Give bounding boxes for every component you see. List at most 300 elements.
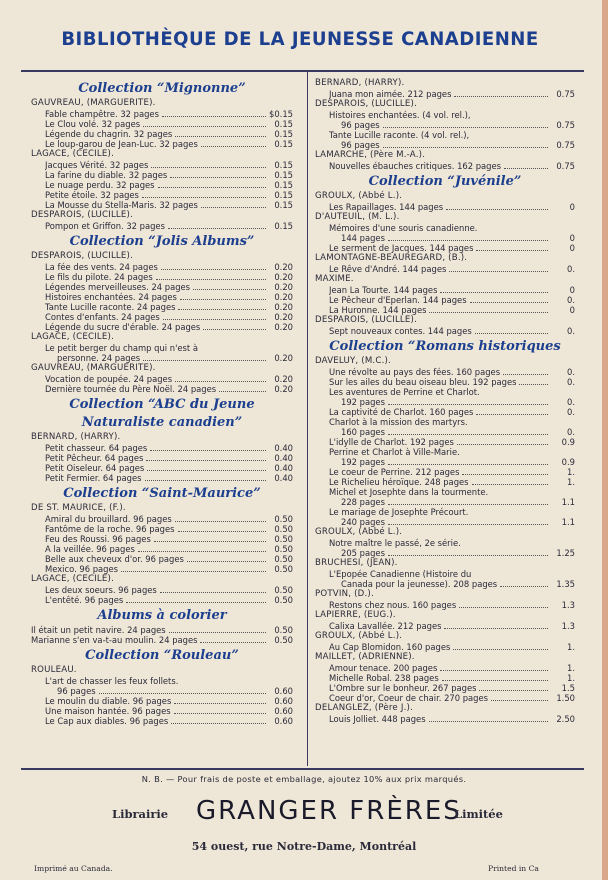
book-title: Vocation de poupée. 24 pages — [45, 374, 173, 384]
leader-dots — [476, 250, 548, 251]
book-price: 1.50 — [556, 693, 575, 703]
book-price: 1.3 — [561, 621, 575, 631]
author-name: GROULX, (Abbé L.). — [315, 191, 403, 201]
book-entry — [31, 443, 293, 453]
book-entry — [31, 564, 293, 574]
book-entry — [31, 119, 293, 129]
book-title: Le petit berger du champ qui n'est à — [45, 343, 198, 353]
collection-heading: Collection “Mignonne” — [78, 81, 246, 96]
column-divider — [307, 72, 308, 766]
book-title-line — [315, 387, 575, 397]
book-title-line — [315, 569, 575, 579]
book-title: Le Rêve d'André. 144 pages — [329, 264, 447, 274]
book-title: personne. 24 pages — [57, 353, 141, 363]
book-entry — [315, 683, 575, 693]
book-price: 1.1 — [561, 497, 575, 507]
book-title: L'entêté. 96 pages — [45, 595, 124, 605]
book-title: Fantôme de la roche. 96 pages — [45, 524, 175, 534]
author-name: LAGACE, (CECILE). — [31, 149, 115, 159]
book-entry — [315, 579, 575, 589]
book-title: La farine du diable. 32 pages — [45, 170, 168, 180]
book-entry — [31, 554, 293, 564]
leader-dots — [476, 414, 548, 415]
page-edge — [602, 0, 608, 880]
collection-heading: Collection “ABC du Jeune — [69, 397, 255, 412]
book-title: La Mousse du Stella-Maris. 32 pages — [45, 200, 198, 210]
leader-dots — [440, 670, 548, 671]
book-title: Le fils du pilote. 24 pages — [45, 272, 153, 282]
author-name: DELANGLEZ, (Père J.). — [315, 703, 413, 713]
leader-dots — [170, 177, 266, 178]
book-price: 1.5 — [561, 683, 575, 693]
leader-dots — [145, 480, 266, 481]
book-entry — [31, 129, 293, 139]
book-title: Le coeur de Perrine. 212 pages — [329, 467, 460, 477]
leader-dots — [178, 531, 267, 532]
book-price: 0.20 — [274, 384, 293, 394]
book-title: Petit Fermier. 64 pages — [45, 473, 142, 483]
page-title: BIBLIOTHÈQUE DE LA JEUNESSE CANADIENNE — [61, 28, 539, 50]
leader-dots — [143, 126, 266, 127]
book-title-line — [315, 447, 575, 457]
book-price: 0.20 — [274, 374, 293, 384]
leader-dots — [446, 209, 548, 210]
book-title: 144 pages — [341, 233, 385, 243]
book-price: 0.50 — [274, 554, 293, 564]
book-title: Les deux soeurs. 96 pages — [45, 585, 157, 595]
book-entry — [315, 457, 575, 467]
leader-dots — [171, 723, 266, 724]
leader-dots — [444, 628, 548, 629]
printed-in-canada-en: Printed in Ca — [488, 864, 539, 873]
printed-in-canada-fr: Imprimé au Canada. — [34, 864, 113, 873]
book-title: La Huronne. 144 pages — [329, 305, 427, 315]
leader-dots — [162, 116, 266, 117]
book-entry — [31, 292, 293, 302]
book-price: 0. — [567, 397, 575, 407]
book-entry — [315, 285, 575, 295]
book-price: 0.20 — [274, 353, 293, 363]
book-price: 0.60 — [274, 686, 293, 696]
book-title: 192 pages — [341, 397, 385, 407]
collection-heading: Naturaliste canadien” — [81, 415, 243, 430]
book-entry — [31, 453, 293, 463]
author-name: MAILLET, (ADRIENNE). — [315, 652, 415, 662]
book-entry — [31, 221, 293, 231]
shop-label-right: Limitée — [454, 807, 503, 821]
book-entry — [31, 180, 293, 190]
book-title-line — [31, 676, 293, 686]
book-price: 0 — [569, 285, 575, 295]
book-title: 205 pages — [341, 548, 385, 558]
book-price: 0.40 — [274, 463, 293, 473]
book-title: Jacques Vérité. 32 pages — [45, 160, 149, 170]
book-price: 0 — [569, 233, 575, 243]
leader-dots — [457, 444, 548, 445]
book-price: 0.50 — [274, 514, 293, 524]
leader-dots — [440, 292, 548, 293]
book-price: 0.50 — [274, 625, 293, 635]
leader-dots — [383, 147, 548, 148]
book-title: A la veillée. 96 pages — [45, 544, 135, 554]
publisher-logo: GRANGER FRÈRES — [196, 796, 462, 826]
book-title: Le nuage perdu. 32 pages — [45, 180, 155, 190]
leader-dots — [150, 450, 266, 451]
book-price: 0.60 — [274, 716, 293, 726]
book-price: 0 — [569, 243, 575, 253]
book-price: 0.20 — [274, 292, 293, 302]
book-title: Le moulin du diable. 96 pages — [45, 696, 172, 706]
book-entry — [315, 714, 575, 724]
author-name: GROULX, (Abbé L.). — [315, 631, 403, 641]
book-entry — [315, 477, 575, 487]
shipping-note: N. B. — Pour frais de poste et emballage, ajoutez 10% aux prix marqués. — [141, 774, 467, 784]
book-entry — [315, 202, 575, 212]
leader-dots — [163, 319, 266, 320]
book-entry — [315, 467, 575, 477]
author-name: BERNARD, (HARRY). — [31, 432, 121, 442]
book-title: 240 pages — [341, 517, 385, 527]
book-price: 0.20 — [274, 312, 293, 322]
leader-dots — [161, 269, 266, 270]
book-title-line — [315, 223, 575, 233]
book-entry — [315, 427, 575, 437]
collection-heading: Collection “Romans historiques — [329, 339, 561, 354]
leader-dots — [169, 632, 266, 633]
book-title: Légendes merveilleuses. 24 pages — [45, 282, 191, 292]
publisher-banner — [0, 796, 608, 830]
book-title: L'idylle de Charlot. 192 pages — [329, 437, 454, 447]
leader-dots — [138, 551, 266, 552]
author-name: D'AUTEUIL, (M. L.). — [315, 212, 400, 222]
shop-label-left: Librairie — [112, 807, 169, 821]
book-entry — [315, 397, 575, 407]
leader-dots — [201, 207, 266, 208]
leader-dots — [180, 299, 266, 300]
leader-dots — [158, 187, 266, 188]
leader-dots — [388, 555, 548, 556]
book-title: L'Ombre sur le bonheur. 267 pages — [329, 683, 477, 693]
book-entry — [31, 353, 293, 363]
book-price: 0. — [567, 326, 575, 336]
author-name: GAUVREAU, (MARGUERITE). — [31, 363, 156, 373]
author-name: LAPIERRE, (EUG.). — [315, 610, 396, 620]
book-title: Les aventures de Perrine et Charlot. — [329, 387, 480, 397]
book-entry — [31, 635, 293, 645]
leader-dots — [175, 381, 266, 382]
book-price: 0.75 — [556, 89, 575, 99]
book-entry — [31, 282, 293, 292]
book-price: 0.50 — [274, 544, 293, 554]
book-price: 0.15 — [274, 180, 293, 190]
book-entry — [31, 160, 293, 170]
collection-heading: Collection “Rouleau” — [85, 648, 239, 663]
leader-dots — [175, 521, 266, 522]
leader-dots — [491, 700, 548, 701]
collection-heading: Collection “Jolis Albums” — [69, 234, 255, 249]
book-title: L'Epopée Canadienne (Histoire du — [329, 569, 472, 579]
book-title: Fable champêtre. 32 pages — [45, 109, 159, 119]
book-entry — [31, 534, 293, 544]
book-entry — [315, 663, 575, 673]
book-title: Amour tenace. 200 pages — [329, 663, 438, 673]
author-name: BERNARD, (HARRY). — [315, 78, 405, 88]
book-title: Petit chasseur. 64 pages — [45, 443, 148, 453]
book-title: Le mariage de Josephte Précourt. — [329, 507, 469, 517]
book-price: 0.20 — [274, 282, 293, 292]
author-name: DESPAROIS, (LUCILLE). — [31, 210, 134, 220]
book-title: Le Cap aux diables. 96 pages — [45, 716, 169, 726]
book-title: Charlot à la mission des martyrs. — [329, 417, 468, 427]
book-entry — [315, 161, 575, 171]
book-price: 1. — [567, 642, 575, 652]
book-title-line — [31, 343, 293, 353]
book-title: 96 pages — [341, 140, 380, 150]
book-price: 1.1 — [561, 517, 575, 527]
book-title: Le Richelieu héroïque. 248 pages — [329, 477, 469, 487]
book-entry — [31, 473, 293, 483]
book-price: 1. — [567, 663, 575, 673]
book-entry — [31, 514, 293, 524]
book-entry — [315, 673, 575, 683]
book-title: Légende du sucre d'érable. 24 pages — [45, 322, 201, 332]
book-title: Histoires enchantées. (4 vol. rel.), — [329, 110, 471, 120]
book-price: 0.50 — [274, 595, 293, 605]
leader-dots — [504, 168, 548, 169]
book-entry — [31, 716, 293, 726]
book-title: Tante Lucille raconte. 24 pages — [45, 302, 176, 312]
author-name: MAXIME. — [315, 274, 354, 284]
book-entry — [31, 686, 293, 696]
book-entry — [315, 264, 575, 274]
book-price: 0.50 — [274, 534, 293, 544]
leader-dots — [187, 561, 266, 562]
leader-dots — [475, 333, 548, 334]
author-name: LAGACE, (CECILE). — [31, 574, 115, 584]
book-title: Petit Oiseleur. 64 pages — [45, 463, 145, 473]
book-title-line — [315, 110, 575, 120]
book-entry — [315, 407, 575, 417]
leader-dots — [143, 360, 266, 361]
book-title: Jean La Tourte. 144 pages — [329, 285, 438, 295]
book-title: Le loup-garou de Jean-Luc. 32 pages — [45, 139, 198, 149]
book-title: 96 pages — [57, 686, 96, 696]
book-entry — [315, 243, 575, 253]
book-price: 0.50 — [274, 635, 293, 645]
leader-dots — [175, 136, 266, 137]
leader-dots — [388, 240, 548, 241]
leader-dots — [219, 391, 266, 392]
collection-heading: Collection “Juvénile” — [368, 174, 522, 189]
book-entry — [315, 548, 575, 558]
book-entry — [315, 642, 575, 652]
book-entry — [31, 262, 293, 272]
book-title: Le Clou volé. 32 pages — [45, 119, 141, 129]
book-title: Légende du chagrin. 32 pages — [45, 129, 173, 139]
author-name: DESPAROIS, (LUCILLE). — [315, 99, 418, 109]
leader-dots — [147, 470, 266, 471]
book-entry — [31, 696, 293, 706]
book-title: Tante Lucille raconte. (4 vol. rel.), — [329, 130, 470, 140]
leader-dots — [462, 474, 548, 475]
leader-dots — [99, 693, 266, 694]
book-price: 0 — [569, 305, 575, 315]
book-price: 0 — [569, 202, 575, 212]
book-title: Marianne s'en va-t-au moulin. 24 pages — [31, 635, 198, 645]
book-title: L'art de chasser les feux follets. — [45, 676, 179, 686]
book-price: 0.40 — [274, 473, 293, 483]
book-entry — [315, 367, 575, 377]
leader-dots — [174, 713, 266, 714]
book-entry — [315, 295, 575, 305]
book-price: 0. — [567, 295, 575, 305]
book-title: Michelle Robal. 238 pages — [329, 673, 439, 683]
book-price: 0.15 — [274, 221, 293, 231]
author-name: DAVELUY, (M.C.). — [315, 356, 391, 366]
book-price: 0. — [567, 367, 575, 377]
book-entry — [31, 190, 293, 200]
right-column — [315, 78, 575, 724]
book-price: 2.50 — [556, 714, 575, 724]
book-title: Mexico. 96 pages — [45, 564, 119, 574]
book-price: 0.20 — [274, 302, 293, 312]
book-entry — [315, 120, 575, 130]
book-entry — [31, 272, 293, 282]
book-entry — [31, 374, 293, 384]
book-price: 0.20 — [274, 262, 293, 272]
book-price: 0. — [567, 407, 575, 417]
book-entry — [31, 312, 293, 322]
book-entry — [315, 517, 575, 527]
book-price: 0. — [567, 377, 575, 387]
leader-dots — [156, 279, 266, 280]
leader-dots — [449, 271, 548, 272]
author-name: LAMONTAGNE-BEAUREGARD, (B.). — [315, 253, 468, 263]
book-title: 228 pages — [341, 497, 385, 507]
leader-dots — [453, 649, 548, 650]
book-title: Michel et Josephte dans la tourmente. — [329, 487, 489, 497]
book-entry — [31, 463, 293, 473]
book-title: Le Pêcheur d'Eperlan. 144 pages — [329, 295, 467, 305]
book-title: Louis Jolliet. 448 pages — [329, 714, 426, 724]
book-price: 0.40 — [274, 443, 293, 453]
book-title: La fée des vents. 24 pages — [45, 262, 158, 272]
book-title: Coeur d'or, Coeur de chair. 270 pages — [329, 693, 489, 703]
book-price: 0.75 — [556, 161, 575, 171]
book-title: Histoires enchantées. 24 pages — [45, 292, 177, 302]
book-entry — [315, 89, 575, 99]
book-title: Les Rapaillages. 144 pages — [329, 202, 444, 212]
book-price: 0.15 — [274, 200, 293, 210]
book-entry — [315, 621, 575, 631]
book-title: Mémoires d'une souris canadienne. — [329, 223, 478, 233]
collection-heading: Albums à colorier — [97, 608, 227, 623]
book-title: Calixa Lavallée. 212 pages — [329, 621, 442, 631]
author-name: BRUCHESI, (JEAN). — [315, 558, 398, 568]
leader-dots — [388, 464, 548, 465]
book-entry — [31, 524, 293, 534]
book-price: 0.9 — [561, 437, 575, 447]
leader-dots — [388, 504, 548, 505]
left-column — [31, 78, 293, 726]
book-price: 0.60 — [274, 706, 293, 716]
book-entry — [315, 140, 575, 150]
book-title-line — [315, 487, 575, 497]
leader-dots — [383, 127, 548, 128]
book-entry — [315, 497, 575, 507]
leader-dots — [142, 197, 266, 198]
book-title: 192 pages — [341, 457, 385, 467]
book-price: 1. — [567, 477, 575, 487]
book-entry — [31, 109, 293, 119]
book-title: Nouvelles ébauches critiques. 162 pages — [329, 161, 502, 171]
book-price: 1.35 — [556, 579, 575, 589]
author-name: GAUVREAU, (MARGUERITE). — [31, 98, 156, 108]
book-entry — [315, 377, 575, 387]
book-title: Perrine et Charlot à Ville-Marie. — [329, 447, 460, 457]
book-title: Sur les ailes du beau oiseau bleu. 192 pages — [329, 377, 517, 387]
book-title: Il était un petit navire. 24 pages — [31, 625, 166, 635]
book-title-line — [315, 130, 575, 140]
book-title: Belle aux cheveux d'or. 96 pages — [45, 554, 184, 564]
book-entry — [31, 302, 293, 312]
leader-dots — [200, 642, 266, 643]
book-price: 0.15 — [274, 139, 293, 149]
book-title: Restons chez nous. 160 pages — [329, 600, 457, 610]
leader-dots — [470, 302, 548, 303]
leader-dots — [442, 680, 548, 681]
book-title: Le serment de Jacques. 144 pages — [329, 243, 474, 253]
book-price: 1. — [567, 673, 575, 683]
book-entry — [31, 170, 293, 180]
book-price: 1. — [567, 467, 575, 477]
leader-dots — [388, 404, 548, 405]
book-price: 0.15 — [274, 160, 293, 170]
leader-dots — [388, 434, 548, 435]
book-entry — [31, 625, 293, 635]
author-name: DESPAROIS, (LUCILLE). — [31, 251, 134, 261]
book-title-line — [315, 507, 575, 517]
book-title: Amiral du brouillard. 96 pages — [45, 514, 172, 524]
book-price: 0.60 — [274, 696, 293, 706]
book-title: Au Cap Blomidon. 160 pages — [329, 642, 451, 652]
book-entry — [315, 233, 575, 243]
leader-dots — [503, 374, 548, 375]
book-price: 0.15 — [274, 129, 293, 139]
book-price: $0.15 — [269, 109, 293, 119]
leader-dots — [174, 703, 266, 704]
book-title-line — [315, 538, 575, 548]
author-name: GROULX, (Abbé L.). — [315, 527, 403, 537]
book-entry — [315, 305, 575, 315]
author-name: LAMARCHE, (Père M.-A.). — [315, 150, 426, 160]
leader-dots — [146, 460, 266, 461]
book-title: Sept nouveaux contes. 144 pages — [329, 326, 472, 336]
leader-dots — [429, 312, 548, 313]
book-entry — [31, 384, 293, 394]
leader-dots — [459, 607, 548, 608]
leader-dots — [168, 228, 266, 229]
leader-dots — [429, 721, 548, 722]
book-entry — [31, 200, 293, 210]
book-title: Notre maître le passé, 2e série. — [329, 538, 461, 548]
leader-dots — [388, 524, 548, 525]
book-entry — [31, 595, 293, 605]
book-price: 0. — [567, 264, 575, 274]
leader-dots — [178, 309, 266, 310]
book-price: 0.9 — [561, 457, 575, 467]
book-title: Juana mon aimée. 212 pages — [329, 89, 452, 99]
